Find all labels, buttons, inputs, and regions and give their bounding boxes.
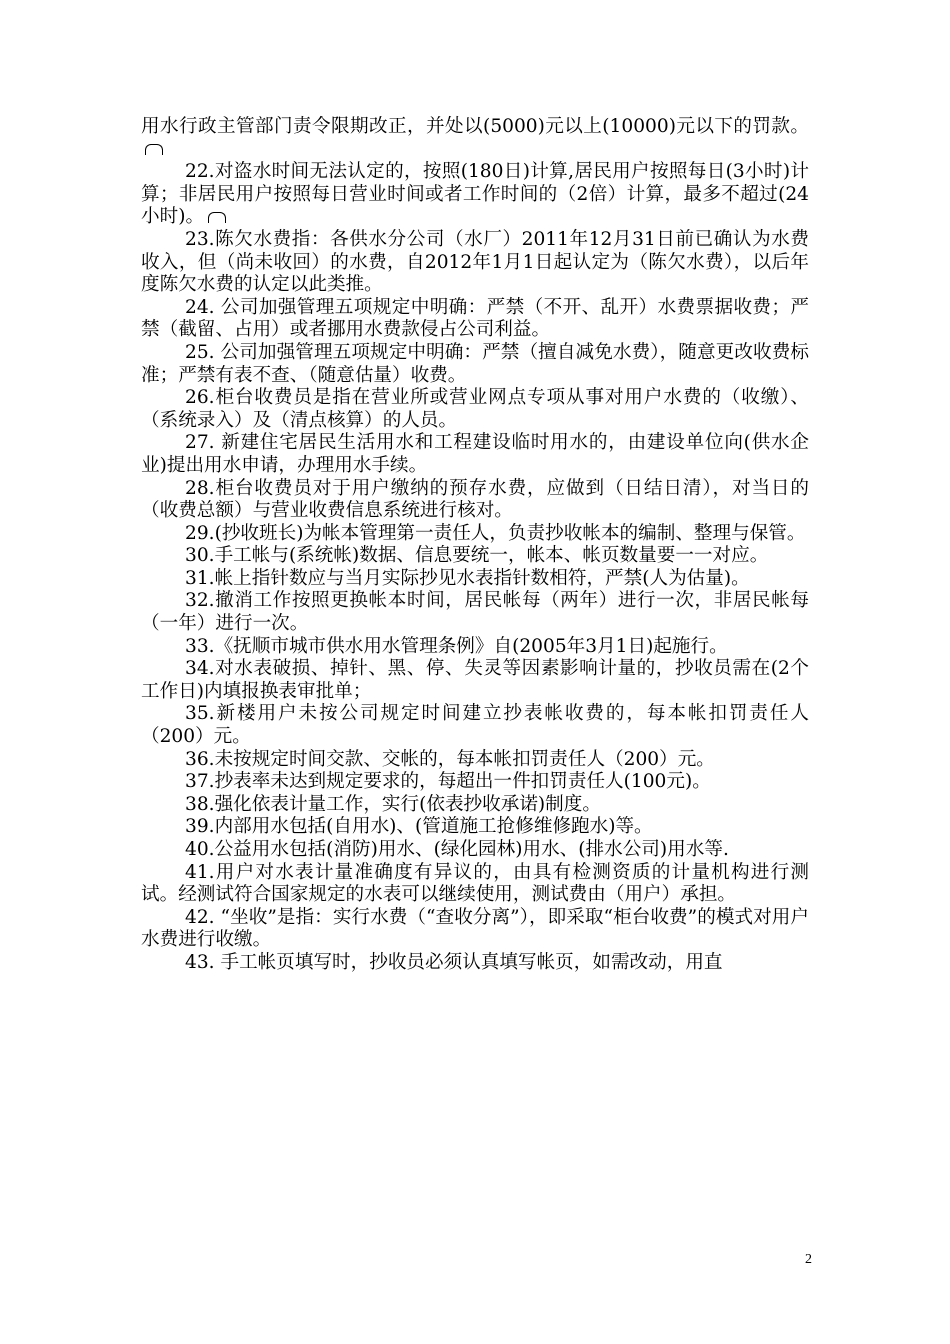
paragraph-item-26: 26.柜台收费员是指在营业所或营业网点专项从事对用户水费的（收缴）、（系统录入）及（清点核算）的人员。: [141, 387, 809, 431]
paragraph-item-39: 39.内部用水包括(自用水)、(管道施工抢修维修跑水)等。: [185, 816, 653, 838]
paragraph-item-37: 37.抄表率未达到规定要求的，每超出一件扣罚责任人(100元)。: [185, 771, 711, 793]
paragraph-item-32: 32.撤消工作按照更换帐本时间，居民帐每（两年）进行一次，非居民帐每（一年）进行一次。: [141, 590, 809, 635]
paragraph-item-29: 29.(抄收班长)为帐本管理第一责任人，负责抄收帐本的编制、整理与保管。: [185, 522, 806, 544]
paragraph-item-31: 31.帐上指针数应与当月实际抄见水表指针数相符，严禁(人为估量)。: [185, 567, 750, 589]
paragraph-item-24: 24. 公司加强管理五项规定中明确：严禁（不开、乱开）水费票据收费；严禁（截留、占用）或者挪用水费款侵占公司利益。: [141, 296, 809, 341]
paragraph-item-43: 43. 手工帐页填写时，抄收员必须认真填写帐页，如需改动，用直: [185, 951, 723, 973]
paragraph-item-27: 27. 新建住宅居民生活用水和工程建设临时用水的，由建设单位向(供水企业)提出用水申请，办理用水手续。: [141, 432, 809, 476]
paragraph-item-33: 33.《抚顺市城市供水用水管理条例》自(2005年3月1日)起施行。: [185, 635, 728, 657]
paragraph-item-23: 23.陈欠水费指：各供水分公司（水厂）2011年12月31日前已确认为水费收入，但（尚未收回）的水费，自2012年1月1日起认定为（陈欠水费），以后年度陈欠水费的认定以此类推。: [141, 228, 809, 296]
paragraph-item-35: 35.新楼用户未按公司规定时间建立抄表帐收费的，每本帐扣罚责任人（200）元。: [141, 703, 809, 748]
paragraph-item-42: 42. “坐收”是指：实行水费（“查收分离”），即采取“柜台收费”的模式对用户水费进行收缴。: [141, 906, 809, 951]
page-number: 2: [805, 1252, 812, 1267]
edit-mark-icon: [208, 212, 226, 223]
paragraph-lead: [141, 116, 809, 161]
paragraph-item-22: [141, 161, 809, 229]
paragraph-item-28: 28.柜台收费员对于用户缴纳的预存水费，应做到（日结日清），对当日的（收费总额）与营业收费信息系统进行核对。: [141, 477, 809, 522]
paragraph-item-36: 36.未按规定时间交款、交帐的，每本帐扣罚责任人（200）元。: [185, 748, 715, 770]
paragraph-item-40: 40.公益用水包括(消防)用水、(绿化园林)用水、(排水公司)用水等.: [185, 839, 729, 860]
paragraph-item-30: 30.手工帐与(系统帐)数据、信息要统一，帐本、帐页数量要一一对应。: [185, 545, 769, 567]
paragraph-text: 用水行政主管部门责令限期改正，并处以(5000)元以上(10000)元以下的罚款。: [141, 116, 809, 137]
document-body: [141, 116, 809, 975]
paragraph-item-34: 34.对水表破损、掉针、黑、停、失灵等因素影响计量的，抄收员需在(2个工作日)内填报换表审批单；: [141, 658, 809, 702]
edit-mark-icon: [145, 144, 163, 155]
paragraph-text: 22.对盗水时间无法认定的，按照(180日)计算,居民用户按照每日(3小时)计算；非居民用户按照每日营业时间或者工作时间的（2倍）计算，最多不超过(24小时)。: [141, 161, 809, 228]
paragraph-item-38: 38.强化依表计量工作，实行(依表抄收承诺)制度。: [185, 793, 601, 815]
paragraph-item-25: 25. 公司加强管理五项规定中明确：严禁（擅自减免水费），随意更改收费标准；严禁有表不查、（随意估量）收费。: [141, 341, 809, 386]
paragraph-item-41: 41.用户对水表计量准确度有异议的，由具有检测资质的计量机构进行测试。经测试符合国家规定的水表可以继续使用，测试费由（用户）承担。: [141, 861, 809, 906]
